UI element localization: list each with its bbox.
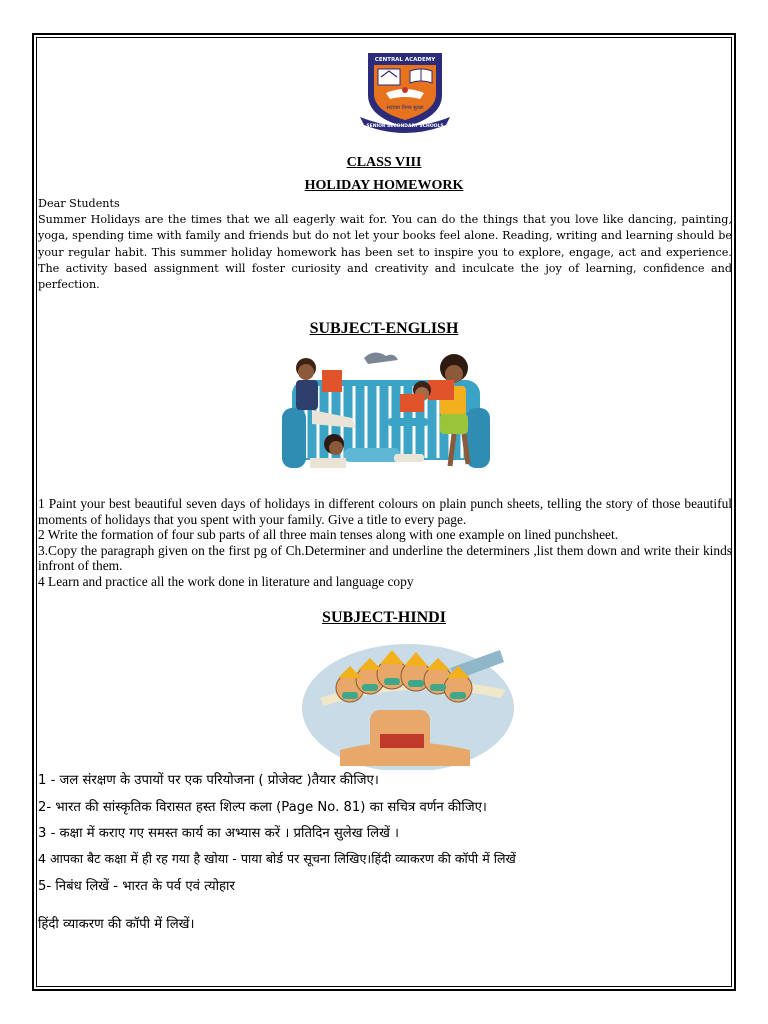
hindi-instructions — [38, 770, 732, 950]
hindi-item-6: हिंदी व्याकरण की कॉपी में लिखें। — [38, 917, 195, 932]
school-logo — [356, 47, 454, 133]
hindi-item-2: 2- भारत की सांस्कृतिक विरासत हस्त शिल्प कला (Page No. 81) का सचित्र वर्णन कीजिए। — [38, 800, 487, 815]
hindi-item-3: 3 - कक्षा में कराए गए समस्त कार्य का अभ्यास करें । प्रतिदिन सुलेख लिखें । — [38, 826, 400, 841]
ravana-illustration — [300, 638, 520, 770]
document-title: HOLIDAY HOMEWORK — [304, 178, 464, 193]
intro-paragraph: Summer Holidays are the times that we all eagerly wait for. You can do the things that you love like dancing, painting, yoga, spending time with family and friends but do not let your books feel alone. Reading, writing and learning should be your regular habit. This summer holiday homework has been set to inspire you to explore, engage, act and experience. The activity based assignment will foster curiosity and creativity and inculcate the joy of learning, confidence and perfection. — [38, 213, 732, 292]
logo-top-text: CENTRAL ACADEMY — [374, 57, 436, 63]
english-instructions — [38, 496, 732, 590]
children-reading-illustration — [282, 348, 490, 478]
intro-section — [38, 196, 732, 293]
english-item-1: 1 Paint your best beautiful seven days of holidays in different colours on plain punch sheets, telling the story of those beautiful moments of holidays that you spent with your family. Give a title to every page. — [38, 496, 732, 527]
greeting: Dear Students — [38, 197, 120, 210]
hindi-item-5: 5- निबंध लिखें - भारत के पर्व एवं त्योहार — [38, 879, 235, 894]
hindi-item-1: 1 - जल संरक्षण के उपायों पर एक परियोजना ( प्रोजेक्ट )तैयार कीजिए। — [38, 773, 379, 788]
logo-ribbon-text: SENIOR SECONDARY SCHOOLS — [366, 124, 444, 129]
class-title: CLASS VIII — [346, 155, 422, 170]
hindi-subject-title: SUBJECT-HINDI — [322, 609, 446, 626]
english-item-3: 3.Copy the paragraph given on the first pg of Ch.Determiner and underline the determiners ,list them down and write their kinds infront of them. — [38, 542, 732, 574]
english-item-4: 4 Learn and practice all the work done in literature and language copy — [38, 573, 414, 589]
english-item-2: 2 Write the formation of four sub parts of all three main tenses along with one example on lined punchsheet. — [38, 527, 619, 543]
logo-motto: सदाचार विनय सुरक्षा — [386, 105, 424, 111]
hindi-item-4: 4 आपका बैट कक्षा में ही रह गया है खोया - पाया बोर्ड पर सूचना लिखिए।हिंदी व्याकरण की कॉपी में लिखें — [38, 851, 516, 866]
english-subject-title: SUBJECT-ENGLISH — [309, 320, 459, 337]
